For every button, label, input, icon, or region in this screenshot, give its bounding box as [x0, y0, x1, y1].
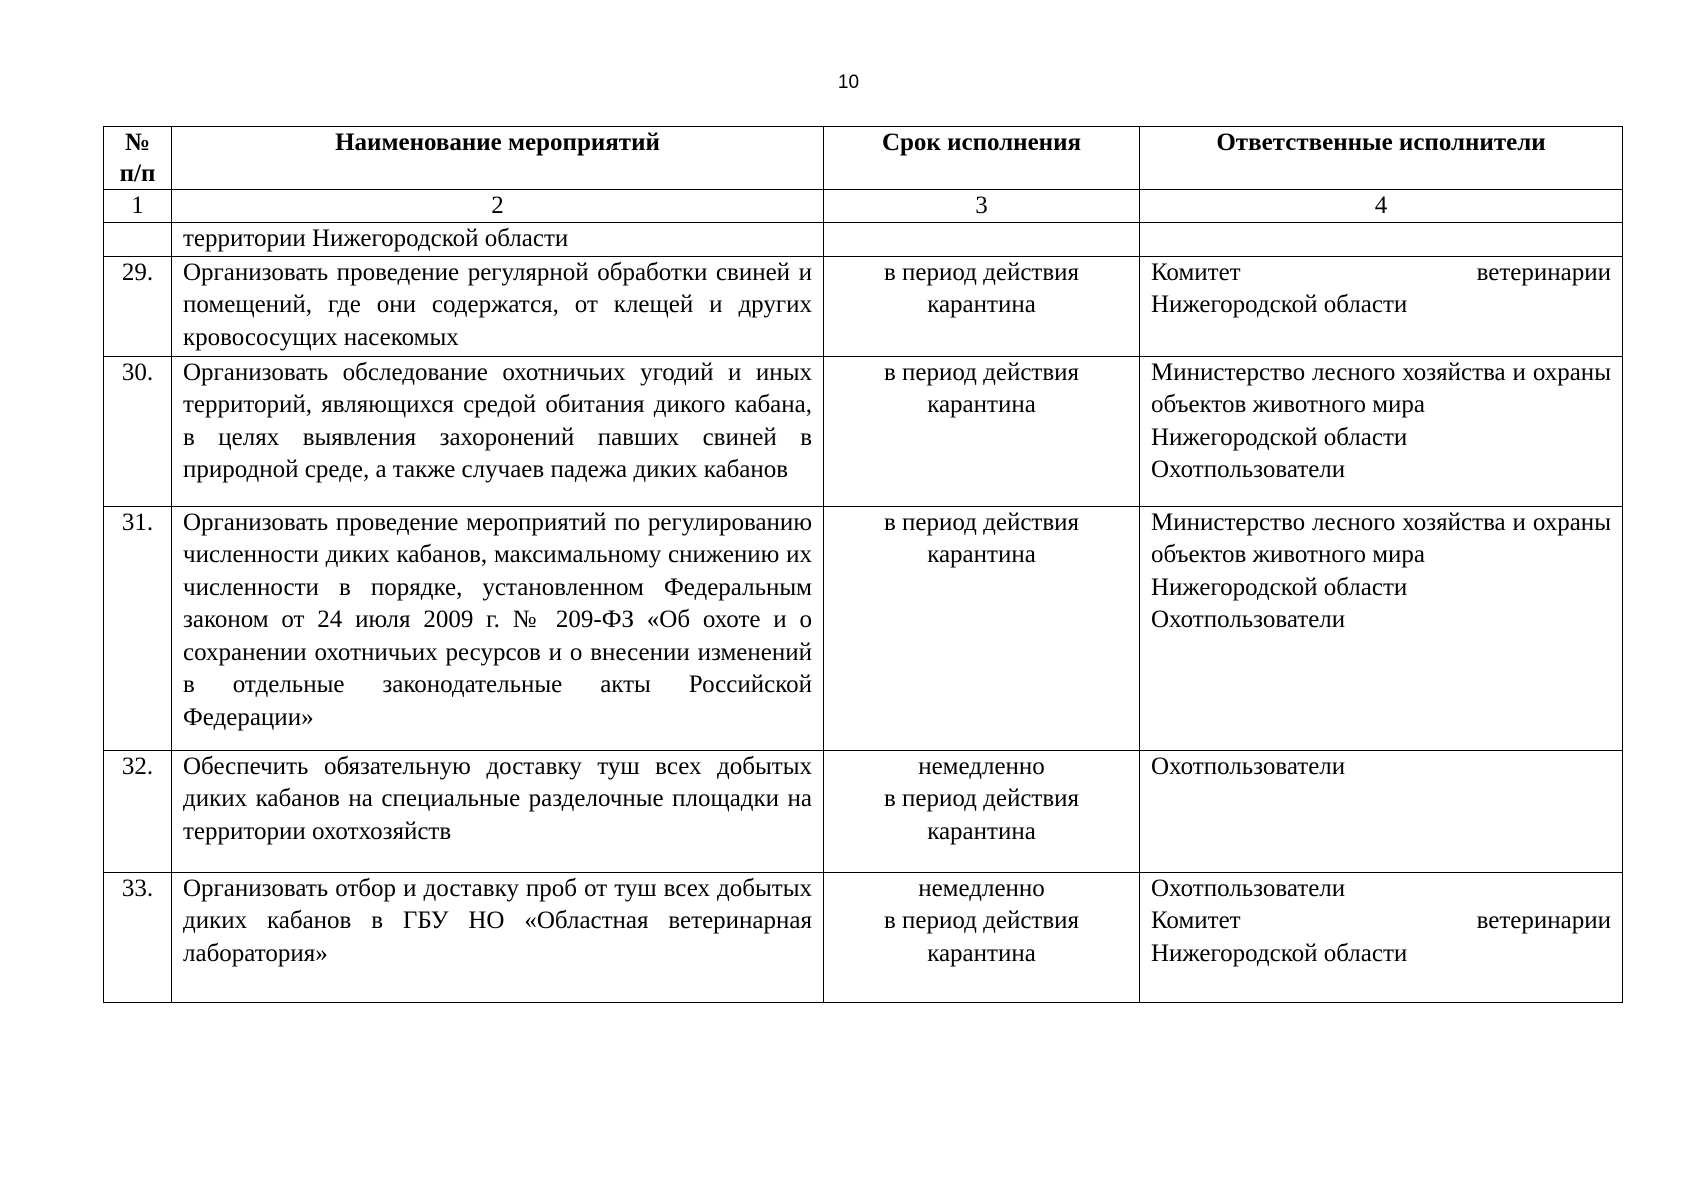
header-executor: Ответственные исполнители: [1140, 127, 1623, 190]
header-name: Наименование мероприятий: [172, 127, 824, 190]
table-row: [104, 750, 1623, 872]
row-measure-name: Организовать обследование охотничьих угодий и иных территорий, являющихся средой обитания дикого кабана, в целях выявления захоронений павших свиней в природной среде, а также случаев падежа диких кабанов: [172, 356, 824, 506]
row-term-line: в период действия: [883, 258, 1080, 286]
row-executor-line: Нижегородской области: [1151, 939, 1408, 967]
row-executor-line: Министерство лесного хозяйства и охраны объектов животного мира: [1151, 508, 1611, 568]
row-executor-line: Нижегородской области: [1151, 291, 1408, 318]
row-term-line: немедленно: [918, 874, 1045, 902]
row-term: [824, 256, 1140, 356]
page-number: 10: [837, 72, 860, 93]
measures-table: [103, 126, 1623, 1003]
row-executor: [1140, 872, 1623, 1002]
continuation-executor-cell: [1140, 223, 1623, 257]
row-term: [824, 750, 1140, 872]
row-executor-line: Нижегородской области: [1151, 423, 1408, 451]
row-term-line: карантина: [927, 817, 1036, 845]
row-number: 32.: [104, 750, 172, 872]
row-executor: [1140, 506, 1623, 750]
row-term-line: карантина: [927, 939, 1036, 967]
row-term-line: карантина: [927, 291, 1036, 318]
continuation-num-cell: [104, 223, 172, 257]
table-row: [104, 506, 1623, 750]
row-term: [824, 506, 1140, 750]
row-executor-line: Комитет ветеринарии: [1151, 907, 1611, 934]
row-term: [824, 872, 1140, 1002]
row-number: 30.: [104, 356, 172, 506]
column-index-cell: 4: [1140, 190, 1623, 223]
header-term: Срок исполнения: [824, 127, 1140, 190]
continuation-term-cell: [824, 223, 1140, 257]
table-row: [104, 356, 1623, 506]
row-executor-line: Министерство лесного хозяйства и охраны объектов животного мира: [1151, 358, 1611, 418]
row-executor: [1140, 750, 1623, 872]
row-term-line: карантина: [927, 541, 1036, 568]
row-executor: [1140, 356, 1623, 506]
row-term-line: в период действия: [883, 358, 1080, 386]
row-term-line: немедленно: [918, 752, 1045, 780]
row-executor: [1140, 256, 1623, 356]
row-term-line: в период действия: [883, 907, 1080, 934]
column-index-cell: 2: [172, 190, 824, 223]
header-row: [104, 127, 1623, 190]
header-number-sign: №: [124, 129, 151, 156]
row-executor-line: Охотпользователи: [1151, 606, 1346, 633]
column-index-row: [104, 190, 1623, 223]
row-executor-line: Комитет ветеринарии: [1151, 258, 1611, 286]
row-number: 31.: [104, 506, 172, 750]
row-measure-name: Организовать проведение мероприятий по регулированию численности диких кабанов, максимальному снижению их численности в порядке, установленном Федеральным законом от 24 июля 2009 г. № 209-ФЗ «Об охоте и о сохранении охотничьих ресурсов и о внесении изменений в отдельные законодательные акты Российской Федерации»: [172, 506, 824, 750]
row-measure-name: Организовать отбор и доставку проб от туш всех добытых диких кабанов в ГБУ НО «Областная ветеринарная лаборатория»: [172, 872, 824, 1002]
row-number: 33.: [104, 872, 172, 1002]
table-row: [104, 256, 1623, 356]
continuation-name-cell: территории Нижегородской области: [172, 223, 824, 257]
row-executor-line: Охотпользователи: [1151, 874, 1346, 902]
row-term-line: в период действия: [883, 508, 1080, 536]
row-executor-line: Охотпользователи: [1151, 456, 1346, 483]
row-term-line: карантина: [927, 391, 1036, 418]
column-index-cell: 1: [104, 190, 172, 223]
table-row: [104, 872, 1623, 1002]
header-number: [104, 127, 172, 190]
row-measure-name: Обеспечить обязательную доставку туш всех добытых диких кабанов на специальные разделочные площадки на территории охотхозяйств: [172, 750, 824, 872]
column-index-cell: 3: [824, 190, 1140, 223]
row-term: [824, 356, 1140, 506]
row-term-line: в период действия: [883, 785, 1080, 812]
continuation-row: [104, 223, 1623, 257]
row-measure-name: Организовать проведение регулярной обработки свиней и помещений, где они содержатся, от клещей и других кровососущих насекомых: [172, 256, 824, 356]
row-executor-line: Охотпользователи: [1151, 752, 1346, 780]
row-number: 29.: [104, 256, 172, 356]
row-executor-line: Нижегородской области: [1151, 573, 1408, 601]
header-number-pp: п/п: [119, 160, 156, 187]
